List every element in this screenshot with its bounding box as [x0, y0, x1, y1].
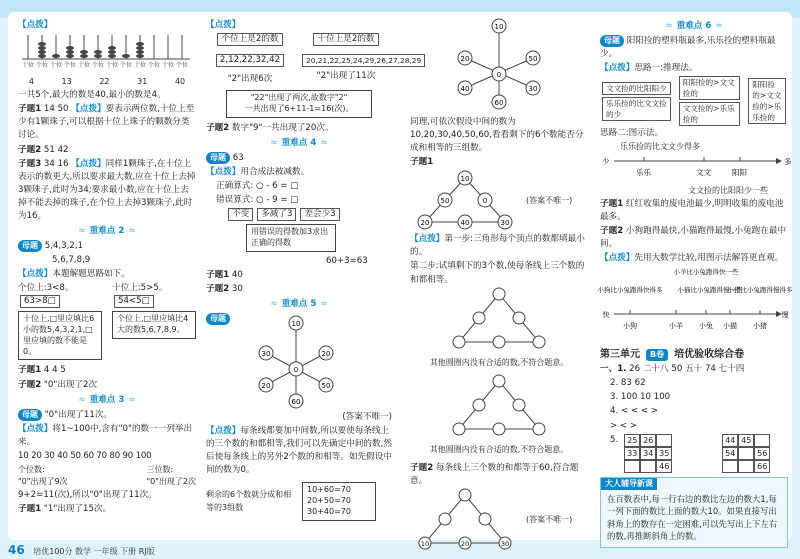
axis-point: 小猫: [723, 322, 737, 330]
count-text: "0"出现了2次: [146, 477, 196, 487]
hint-tag: 【点拨】: [206, 426, 241, 437]
sub-q-label: 子题1: [18, 365, 42, 376]
circle-num: 60: [494, 99, 504, 107]
circle-num: 20: [460, 540, 470, 549]
pair: 20+50=70: [307, 496, 351, 506]
circle-num: 30: [500, 219, 510, 228]
axis-point: 小兔: [699, 322, 713, 330]
step-box: 差会少3: [300, 208, 339, 221]
abacus-num: 4: [28, 77, 34, 87]
mid-text: "22"出现了两次,故数字"2": [250, 93, 348, 103]
answer-note: (答案不唯一): [526, 196, 573, 206]
axis-point: 文文: [696, 168, 711, 178]
reason-box: 文文捡的比阳阳少: [602, 82, 671, 95]
axis-caption: 乐乐捡的比文文少得多: [620, 142, 700, 152]
grid-cell: [640, 460, 656, 473]
answer: 40: [231, 269, 243, 280]
axis-end: 少: [602, 157, 610, 167]
set-header: 个位上是2的数: [217, 33, 282, 46]
footer-text: 培优100分 数学 一年级 下册 RJ版: [33, 547, 155, 556]
caption: 其他圆圈内没有合适的数,不符合题意。: [429, 357, 569, 367]
axis-end: 慢: [781, 311, 789, 319]
axis-point: 小羊: [669, 322, 683, 330]
hint-text: 要表示两位数,十位上至少有1颗珠子,可以根据十位上珠子的颗数分类讨论。: [18, 104, 195, 141]
circle-num: 30: [500, 540, 510, 549]
unit-badge: B卷: [646, 349, 668, 361]
key-point-2: ≈ 重难点 2 ≈: [18, 225, 196, 238]
answer: 阳阳捡的塑料瓶最多,乐乐捡的塑料瓶最少。: [600, 36, 776, 60]
circle-num: 50: [440, 197, 450, 206]
grid-cell: 46: [656, 460, 672, 473]
mother-q-badge: 母题: [18, 240, 42, 252]
hint-tag: 【点拨】: [206, 166, 241, 177]
circle-star-diagram: [236, 313, 356, 411]
hint-text: 第一步:三角形每个顶点的数都填最小的。: [410, 234, 585, 258]
sub-q-label: 子题1: [600, 198, 624, 209]
grid-cell: 35: [656, 447, 672, 460]
hint-tag: 【点拨】: [600, 63, 635, 74]
abacus-label: 个位: [120, 62, 133, 70]
diagram-label: 小狗比小兔跑得快得多: [597, 286, 663, 294]
sub-q-label: 子题3: [18, 158, 42, 169]
grid-cell: 26: [640, 434, 656, 447]
reason-result: 阳阳捡的>文文捡的>乐乐捡的: [748, 78, 786, 124]
circle-num: 10: [460, 175, 470, 184]
diagram-label: 小羊比小兔跑得快一些: [673, 268, 739, 276]
sub-q-label: 子题1: [410, 157, 434, 168]
diagram-label: 小猫比小兔跑得慢一些: [677, 286, 743, 294]
caption: 其他圆圈内没有合适的数,不符合题意。: [429, 444, 569, 454]
hint-tag: 【点拨】: [71, 104, 106, 115]
hint-tag: 【点拨】: [18, 269, 53, 280]
abacus-label: 个位: [92, 62, 105, 70]
abacus-label: 十位: [50, 62, 63, 70]
condition: 个位上:3<8。: [18, 283, 74, 294]
circle-num: 50: [528, 55, 538, 63]
hint-text: 每条线上三个数的和都等于60,符合题意。: [410, 463, 579, 487]
grid-cell: [656, 434, 672, 447]
hint-text: 第二步:试填剩下的3个数,使每条线上三个数的和都相等。: [410, 261, 585, 285]
sub-q-label: 子题2: [600, 225, 624, 236]
circle-num: 20: [321, 350, 331, 359]
page-number: 46: [8, 543, 25, 557]
column-3: [410, 18, 588, 551]
hint-tag: 【点拨】: [71, 158, 106, 169]
formula-label: 错误算式:: [216, 195, 254, 206]
summary-line: 一共5个,最大的数是40,最小的数是4。: [18, 90, 166, 101]
abacus-label: 十位: [134, 62, 147, 70]
condition: 十位上:5>5。: [112, 283, 168, 294]
count-text: "0"出现了9次: [18, 477, 68, 487]
column-1: [18, 18, 196, 517]
circle-num: 20: [460, 55, 470, 63]
mid-text: 一共出现了6+11-1=16(次)。: [244, 103, 354, 113]
number-line-2: [597, 266, 793, 338]
hint-text: 本题解题思路如下。: [52, 269, 130, 280]
note-box: 十位上,□里应填比6小的数5,4,3,2,1,□里应填的数不能是0。: [18, 311, 102, 360]
circle-num: 10: [420, 540, 430, 549]
count-text: "2"出现了11次: [316, 71, 376, 82]
mother-q-badge: 母题: [206, 313, 230, 325]
remain-text: 剩余的6个数就分成和相等的3组数: [206, 490, 292, 512]
sub-q-label: 子题1: [18, 504, 42, 515]
tutor-box-text: 在百数表中,每一行右边的数比左边的数大1,每一列下面的数比上面的数大10。如果直接写出斜角上的数存在一定困难,可以先写出上下左右的数,再推断斜角上的数。: [607, 493, 778, 542]
abacus-label: 十位: [22, 62, 35, 70]
number-line-1: [600, 153, 792, 179]
note-box: 个位上,□里应填比4大的数5,6,7,8,9。: [112, 311, 196, 339]
unit-title-bar: [600, 347, 788, 362]
set-values: 20,21,22,25,24,29,26,27,28,29: [302, 54, 425, 67]
set-header: 十位上是2的数: [313, 33, 378, 46]
hint-text: 用合成法被减数。: [240, 166, 310, 177]
answer: 30: [231, 283, 243, 294]
grid-cell: 25: [624, 434, 640, 447]
answer: 34 16: [43, 158, 69, 169]
set-values: 2,12,22,32,42: [216, 54, 284, 67]
answer: 14 50: [43, 104, 69, 115]
mother-q-badge: 母题: [18, 409, 42, 421]
formula-label: 正确算式:: [216, 181, 254, 192]
svg-text:0: 0: [293, 366, 299, 375]
sub-q-label: 子题2: [410, 463, 434, 473]
grid-cell: 44: [722, 434, 738, 447]
reason-box: 阳阳捡的>文文捡的: [679, 76, 740, 100]
answer: 4. < < < >: [610, 406, 658, 417]
count-text: "2"出现6次: [227, 74, 273, 85]
formula: ○ - 6 = □: [256, 181, 299, 192]
axis-point: 小猪: [753, 322, 767, 330]
grid-cell: 33: [624, 447, 640, 460]
key-point-4: ≈ 重难点 4 ≈: [206, 137, 392, 150]
answer-note: (答案不唯一): [342, 412, 392, 423]
abacus-num: 31: [137, 77, 148, 87]
inequality-box: 63>8□: [20, 295, 60, 308]
circle-num: 30: [528, 85, 538, 93]
grid-cell: [722, 460, 738, 473]
result: 60+3=63: [326, 255, 368, 266]
answer: 5,6,7,8,9: [52, 255, 91, 266]
tutor-box-title: 大人辅导新课: [601, 478, 657, 490]
abacus-label: 个位: [176, 62, 189, 70]
circle-num: 20: [420, 219, 430, 228]
circle-num: 10: [291, 320, 301, 329]
grid-cell: 54: [722, 447, 738, 460]
key-point-3: ≈ 重难点 3 ≈: [18, 394, 196, 407]
answer: 63: [232, 152, 244, 163]
hint-tag: 【点拨】: [206, 20, 241, 30]
answer-num: 5.: [610, 434, 619, 445]
summary-line: 9+2=11(次),所以"0"出现了11次。: [18, 490, 157, 501]
answer: 数字"9"一共出现了20次。: [231, 122, 334, 133]
key-point-5: ≈ 重难点 5 ≈: [206, 298, 392, 311]
sub-q-label: 子题1: [18, 104, 42, 115]
abacus-label: 十位: [106, 62, 119, 70]
answer: > < >: [610, 420, 638, 431]
sub-q-label: 子题2: [206, 122, 230, 133]
abacus-label: 个位: [148, 62, 161, 70]
circle-num: 20: [261, 382, 271, 391]
grid-cell: [624, 460, 640, 473]
axis-end: 快: [602, 311, 610, 319]
inequality-box: 54<5□: [114, 295, 154, 308]
answer: "0"出现了11次。: [44, 409, 113, 420]
column-2: [206, 18, 422, 524]
answer-note: (答案不唯一): [526, 515, 573, 525]
hint-text: 思路一:推理法。: [634, 63, 698, 74]
axis-point: 乐乐: [636, 168, 651, 178]
explain-text: 同理,可依次假设中间的数为10,20,30,40,50,60,看看剩下的6个数能否分成和相等的三组数。: [410, 117, 584, 154]
hint-text: 思路二:图示法。: [600, 128, 664, 139]
step-box: 多减了3: [257, 208, 296, 221]
step-note: 用错误的得数加3求出正确的得数: [246, 224, 336, 252]
hint-tag: 【点拨】: [18, 423, 53, 434]
axis-point: 小狗: [623, 322, 637, 330]
mother-q-badge: 母题: [600, 35, 624, 47]
answer: 5,4,3,2,1: [44, 240, 83, 251]
abacus-label: 十位: [162, 62, 175, 70]
circle-num: 30: [261, 350, 271, 359]
axis-end: 多: [784, 157, 792, 167]
abacus-label: 十位: [78, 62, 91, 70]
mother-q-badge: 母题: [206, 152, 230, 164]
abacus-num: 13: [61, 77, 72, 87]
hint-text: 先用大数学比较,用图示法解答更直观。: [634, 252, 784, 263]
answer: 红红收集的废电池最少,明明收集的废电池最多。: [600, 198, 784, 222]
axis-point: 阳阳: [732, 168, 747, 178]
pair: 30+40=70: [307, 506, 351, 516]
hint-text: 每条线都要加中间数,所以要使每条线上的三个数的和都相等,我们可以先确定中间的数,然后使每条线上的另外2个数的和相等。如先假设中间的数为0。: [206, 426, 392, 476]
abacus-num: 40: [174, 77, 186, 87]
sub-q-label: 子题2: [18, 379, 42, 390]
sub-q-label: 子题2: [206, 283, 230, 294]
unit-name: 第三单元: [600, 349, 640, 361]
formula: ○ - 9 = □: [256, 195, 299, 206]
number-list: 10 20 30 40 50 60 70 80 90 100: [18, 450, 152, 461]
tutor-box: [600, 477, 788, 549]
circle-num: 40: [460, 219, 470, 228]
page-footer: [8, 541, 155, 555]
circle-num: 40: [460, 85, 470, 93]
reason-box: 乐乐捡的比文文捡的少: [602, 97, 671, 121]
grid-cell: [738, 447, 754, 460]
grid-cell: 45: [738, 434, 754, 447]
number-grid-2: [722, 434, 770, 473]
unit-title: 培优验收综合卷: [674, 349, 745, 361]
answer: "0"出现了2次: [43, 379, 98, 390]
sub-q-label: 子题1: [206, 269, 230, 280]
hint-tag: 【点拨】: [18, 20, 53, 30]
circle-num: 10: [494, 23, 504, 31]
count-label: 三位数:: [146, 464, 174, 474]
grid-cell: 34: [640, 447, 656, 460]
grid-cell: [754, 434, 770, 447]
triangle-diagram-2: [410, 489, 520, 551]
triangle-diagram: [410, 170, 520, 232]
number-grid-1: [624, 434, 672, 473]
grid-cell: 56: [754, 447, 770, 460]
hint-text: 同样1颗珠子,在十位上表示的数更大,所以要求最大数,应在十位上去掉3颗珠子,此时为34;要求最小数,应在十位上去掉不能去掉的珠子,在个位上去掉3颗珠子,此时为16。: [18, 158, 196, 221]
grid-cell: 66: [754, 460, 770, 473]
abacus-diagram: [18, 33, 194, 71]
abacus-label: 个位: [36, 62, 49, 70]
triangle-attempt-2: [410, 375, 588, 437]
axis-caption: 文文捡的比阳阳少一些: [688, 185, 768, 195]
grid-cell: [738, 460, 754, 473]
pair: 10+60=70: [307, 485, 351, 495]
circle-num: 0: [482, 197, 488, 206]
step-box: 不变: [228, 208, 253, 221]
hint-tag: 【点拨】: [410, 234, 445, 245]
answer: 3. 100 10 100: [610, 392, 671, 403]
abacus-num: 22: [99, 77, 110, 87]
circle-num: 50: [321, 382, 331, 391]
abacus-label: 个位: [64, 62, 77, 70]
answer: 小狗跑得最快,小猫跑得最慢,小兔跑在最中间。: [600, 225, 787, 249]
answer: "1"出现了15次。: [43, 504, 112, 515]
answer-num: 一、1.: [600, 364, 627, 375]
hint-tag: 【点拨】: [600, 252, 635, 263]
key-point-6: ≈ 重难点 6 ≈: [600, 20, 788, 33]
reason-box: 文文捡的>乐乐捡的: [679, 102, 740, 126]
column-4: [597, 18, 793, 548]
answer: 51 42: [43, 144, 69, 155]
triangle-attempt-1: [410, 288, 588, 350]
circle-diagram-1: [410, 18, 588, 110]
hint-text: 将1~100中,含有"0"的数一一列举出来。: [18, 423, 193, 447]
answer: 2. 83 62: [610, 378, 646, 389]
count-label: 个位数:: [18, 464, 45, 474]
circle-num: 60: [291, 398, 301, 407]
circle-num: 0: [496, 71, 502, 79]
answer: 26 二十八 50 五十 74 七十四: [629, 364, 745, 375]
sub-q-label: 子题2: [18, 144, 42, 155]
answer: 4 4 5: [43, 365, 66, 376]
diagram-label: 小猪比小兔跑得慢得多: [727, 286, 793, 294]
